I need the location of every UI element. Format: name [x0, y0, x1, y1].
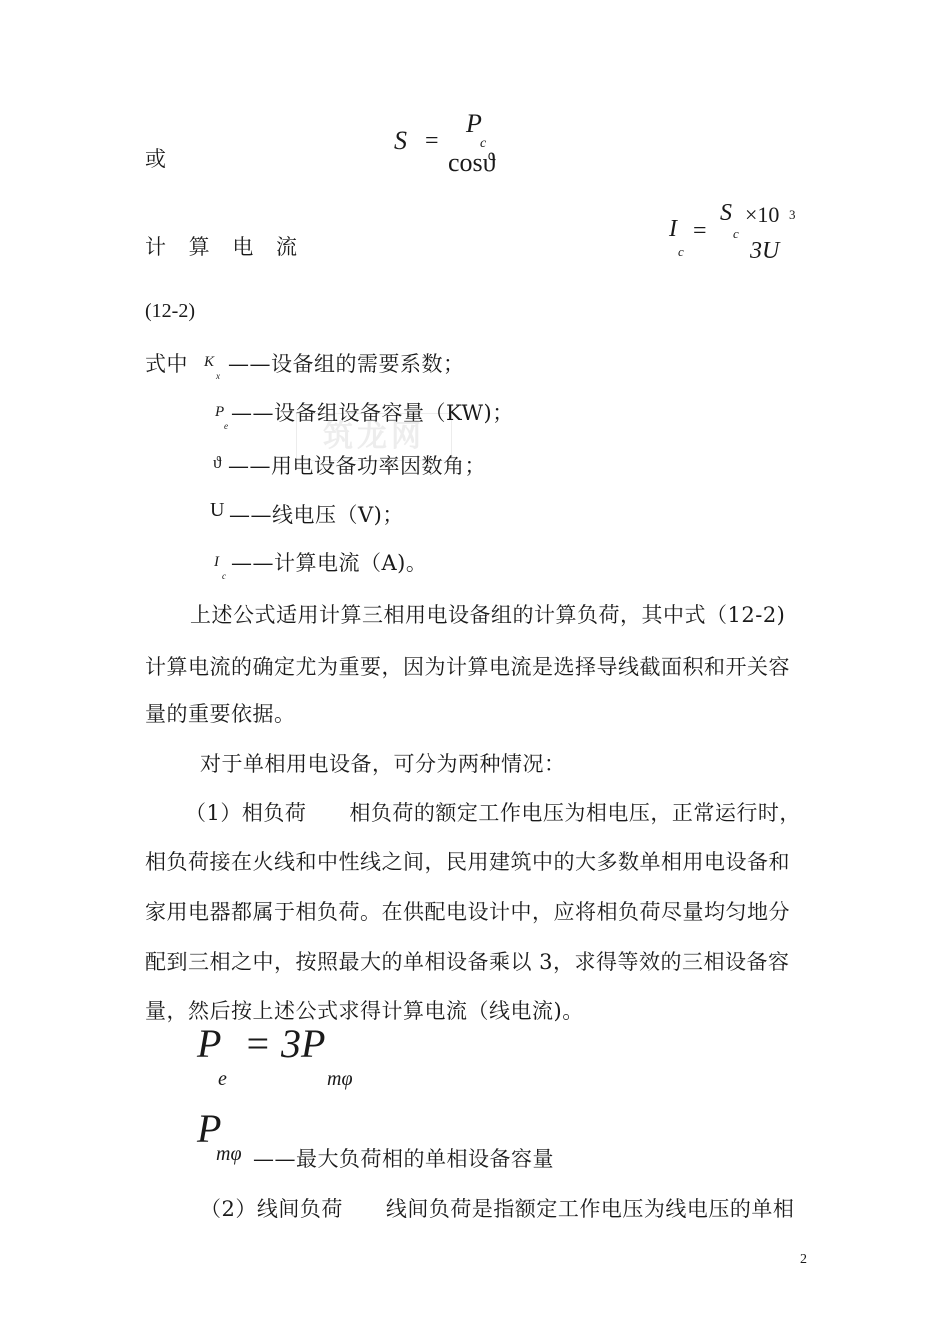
legend-desc-pe: ——设备组设备容量（KW)； — [231, 401, 514, 425]
paragraph-3-line-2: 相负荷接在火线和中性线之间，民用建筑中的大多数单相用电设备和 — [145, 850, 790, 874]
watermark: 筑龙网 — [296, 413, 452, 461]
paragraph-1-line-2: 计算电流的确定尤为重要，因为计算电流是选择导线截面积和开关容 — [145, 655, 790, 679]
formula-pmphi-sub: mφ — [216, 1143, 242, 1165]
paragraph-3-line-5: 量，然后按上述公式求得计算电流（线电流)。 — [145, 999, 584, 1023]
calc-current-label: 计 算 电 流 — [145, 235, 306, 259]
paragraph-1-line-3: 量的重要依据。 — [145, 702, 296, 726]
formula-s-numerator: P — [466, 109, 482, 138]
formula-i-lhs: I — [669, 216, 677, 242]
formula-pe-lhs-sub: e — [218, 1068, 227, 1090]
paragraph-1-line-1: 上述公式适用计算三相用电设备组的计算负荷，其中式（12-2) — [190, 603, 786, 627]
formula-pmphi-symbol: P — [197, 1106, 222, 1151]
page-number: 2 — [800, 1252, 807, 1267]
formula-i-num-sub: c — [733, 226, 739, 241]
formula-pe-rhs: = 3P — [244, 1021, 326, 1066]
formula-i-num-mult: ×10 — [745, 202, 780, 227]
formula-pe-lhs: P — [197, 1021, 222, 1066]
legend-desc-u: ——线电压（V)； — [229, 503, 404, 527]
equation-number: (12-2) — [145, 300, 195, 322]
formula-pe-rhs-sub: mφ — [327, 1068, 353, 1090]
paragraph-3-line-1: （1）相负荷 相负荷的额定工作电压为相电压，正常运行时， — [185, 801, 801, 825]
paragraph-2-line-1: 对于单相用电设备，可分为两种情况： — [200, 752, 566, 776]
legend-intro: 式中 — [145, 352, 188, 376]
formula-s-lhs: S — [394, 126, 407, 155]
legend-symbol-ic-sub: c — [222, 571, 226, 581]
legend-symbol-theta: ϑ — [213, 453, 222, 472]
legend-desc-theta: ——用电设备功率因数角； — [228, 454, 486, 478]
formula-s-numerator-sub: c — [480, 136, 487, 151]
legend-symbol-u: U — [210, 499, 225, 521]
legend-desc-k: ——设备组的需要系数； — [228, 352, 465, 376]
legend-symbol-k: K — [204, 354, 215, 370]
legend-symbol-k-sub: x — [216, 371, 220, 381]
formula-s-denominator: cosϑ — [448, 148, 496, 177]
legend-symbol-pe-sub: e — [224, 421, 228, 431]
formula-i-equals: = — [693, 218, 707, 244]
formula-i-num-exp: 3 — [789, 207, 796, 222]
paragraph-3-line-4: 配到三相之中，按照最大的单相设备乘以 3，求得等效的三相设备容 — [145, 950, 790, 974]
legend-symbol-ic: I — [214, 554, 219, 570]
formula-prefix-text: 或 — [145, 147, 167, 171]
paragraph-4-line-1: （2）线间负荷 线间负荷是指额定工作电压为线电压的单相 — [200, 1197, 795, 1221]
legend-desc-ic: ——计算电流（A)。 — [231, 551, 428, 575]
formula-i-num-var: S — [720, 200, 732, 226]
formula-i-denominator: 3U — [750, 238, 780, 264]
formula-s-equals: = — [425, 128, 439, 154]
formula-pmphi-desc: ——最大负荷相的单相设备容量 — [253, 1147, 554, 1171]
formula-i-lhs-sub: c — [678, 244, 684, 259]
paragraph-3-line-3: 家用电器都属于相负荷。在供配电设计中，应将相负荷尽量均匀地分 — [145, 900, 790, 924]
legend-symbol-pe: P — [215, 404, 225, 420]
